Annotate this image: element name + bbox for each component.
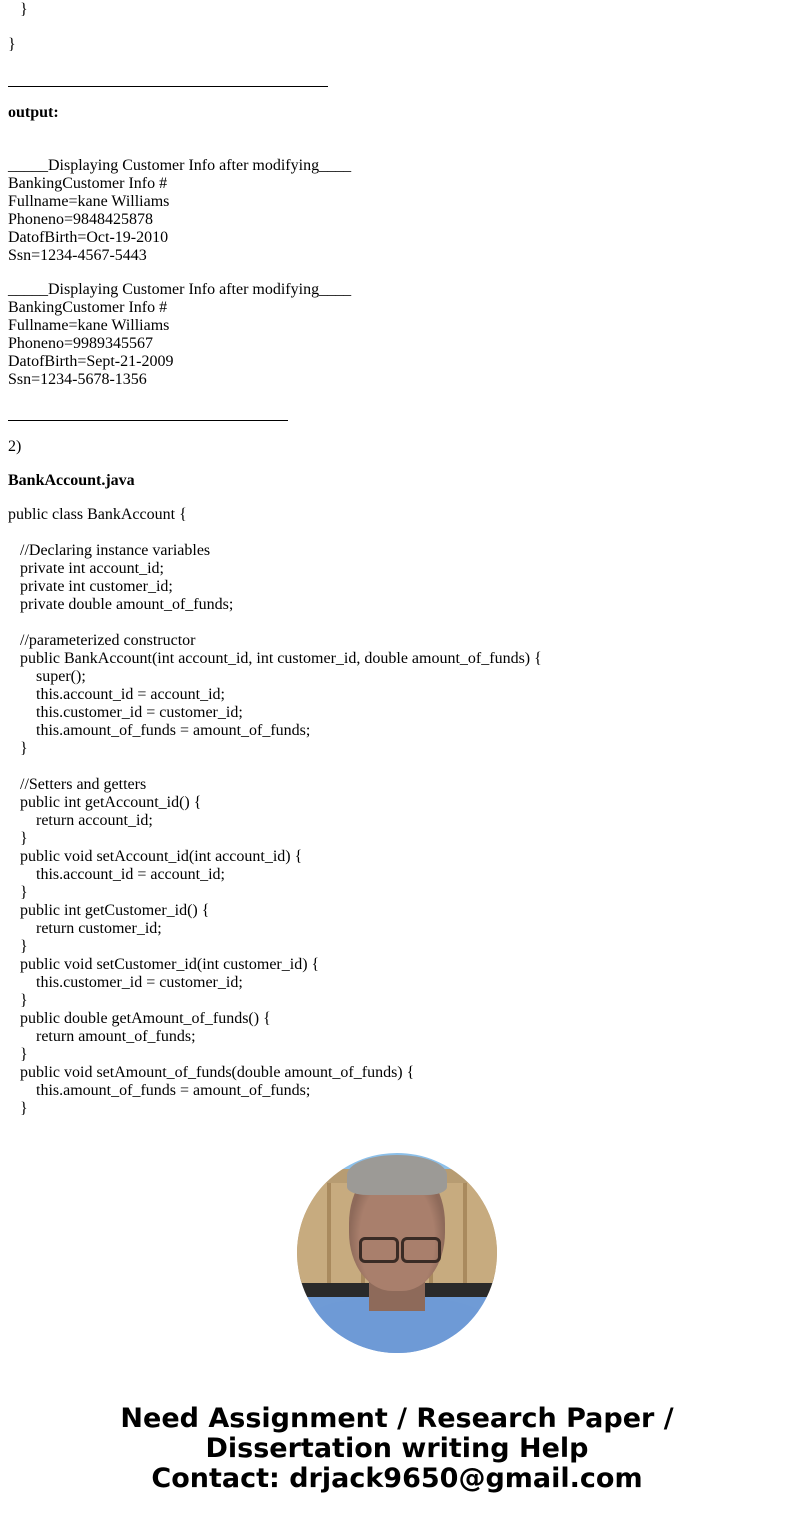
avatar-hair [347,1155,447,1195]
text-line: } [8,938,28,955]
file-name-heading: BankAccount.java [8,472,135,489]
text-line: Ssn=1234-4567-5443 [8,247,147,264]
section-number: 2) [8,438,22,455]
text-line: _____Displaying Customer Info after modifying____ [8,157,352,174]
text-line [8,614,542,632]
text-line: DatofBirth=Sept-21-2009 [8,353,174,370]
text-line: Phoneno=9848425878 [8,211,154,228]
text-line [8,758,542,776]
text-line: Fullname=kane Williams [8,193,170,210]
text-line: private int account_id; [8,560,164,577]
text-line: DatofBirth=Oct-19-2010 [8,229,169,246]
text-line: private double amount_of_funds; [8,596,234,613]
code-close-brace-indented: } [8,1,28,18]
avatar-glasses-left [359,1237,399,1263]
output-block-1 [8,157,351,265]
text-line: } [8,1100,28,1117]
avatar-glasses-right [401,1237,441,1263]
text-line: public void setAccount_id(int account_id) { [8,848,303,865]
text-line: } [8,740,28,757]
text-line: //Declaring instance variables [8,542,211,559]
text-line: public BankAccount(int account_id, int customer_id, double amount_of_funds) { [8,650,542,667]
advert-headline: Need Assignment / Research Paper / Dissertation writing Help [120,1403,674,1464]
text-line: Phoneno=9989345567 [8,335,154,352]
text-line: } [8,830,28,847]
text-line: return customer_id; [8,920,162,937]
text-line: public int getAccount_id() { [8,794,202,811]
text-line: } [8,1046,28,1063]
author-avatar [297,1153,497,1353]
text-line: _____Displaying Customer Info after modifying____ [8,281,352,298]
text-line: this.amount_of_funds = amount_of_funds; [8,1082,311,1099]
text-line: //Setters and getters [8,776,147,793]
help-advert [0,1404,794,1494]
text-line: return account_id; [8,812,153,829]
text-line: Ssn=1234-5678-1356 [8,371,147,388]
text-line: BankingCustomer Info # [8,299,168,316]
text-line: super(); [8,668,86,685]
code-block [8,542,542,1118]
text-line: private int customer_id; [8,578,173,595]
text-line: } [8,884,28,901]
text-line: BankingCustomer Info # [8,175,168,192]
output-block-2 [8,281,351,389]
text-line: this.account_id = account_id; [8,866,225,883]
text-line: this.customer_id = customer_id; [8,704,243,721]
text-line: this.customer_id = customer_id; [8,974,243,991]
advert-contact: Contact: drjack9650@gmail.com [151,1463,643,1494]
class-declaration: public class BankAccount { [8,506,187,523]
code-close-brace: } [8,36,16,53]
text-line: public double getAmount_of_funds() { [8,1010,271,1027]
text-line: //parameterized constructor [8,632,196,649]
text-line: this.account_id = account_id; [8,686,225,703]
divider [8,420,288,421]
divider [8,86,328,87]
text-line: public void setCustomer_id(int customer_id) { [8,956,320,973]
text-line: return amount_of_funds; [8,1028,196,1045]
text-line: public int getCustomer_id() { [8,902,210,919]
text-line: this.amount_of_funds = amount_of_funds; [8,722,311,739]
text-line: } [8,992,28,1009]
text-line: public void setAmount_of_funds(double amount_of_funds) { [8,1064,415,1081]
output-heading: output: [8,104,59,121]
text-line: Fullname=kane Williams [8,317,170,334]
